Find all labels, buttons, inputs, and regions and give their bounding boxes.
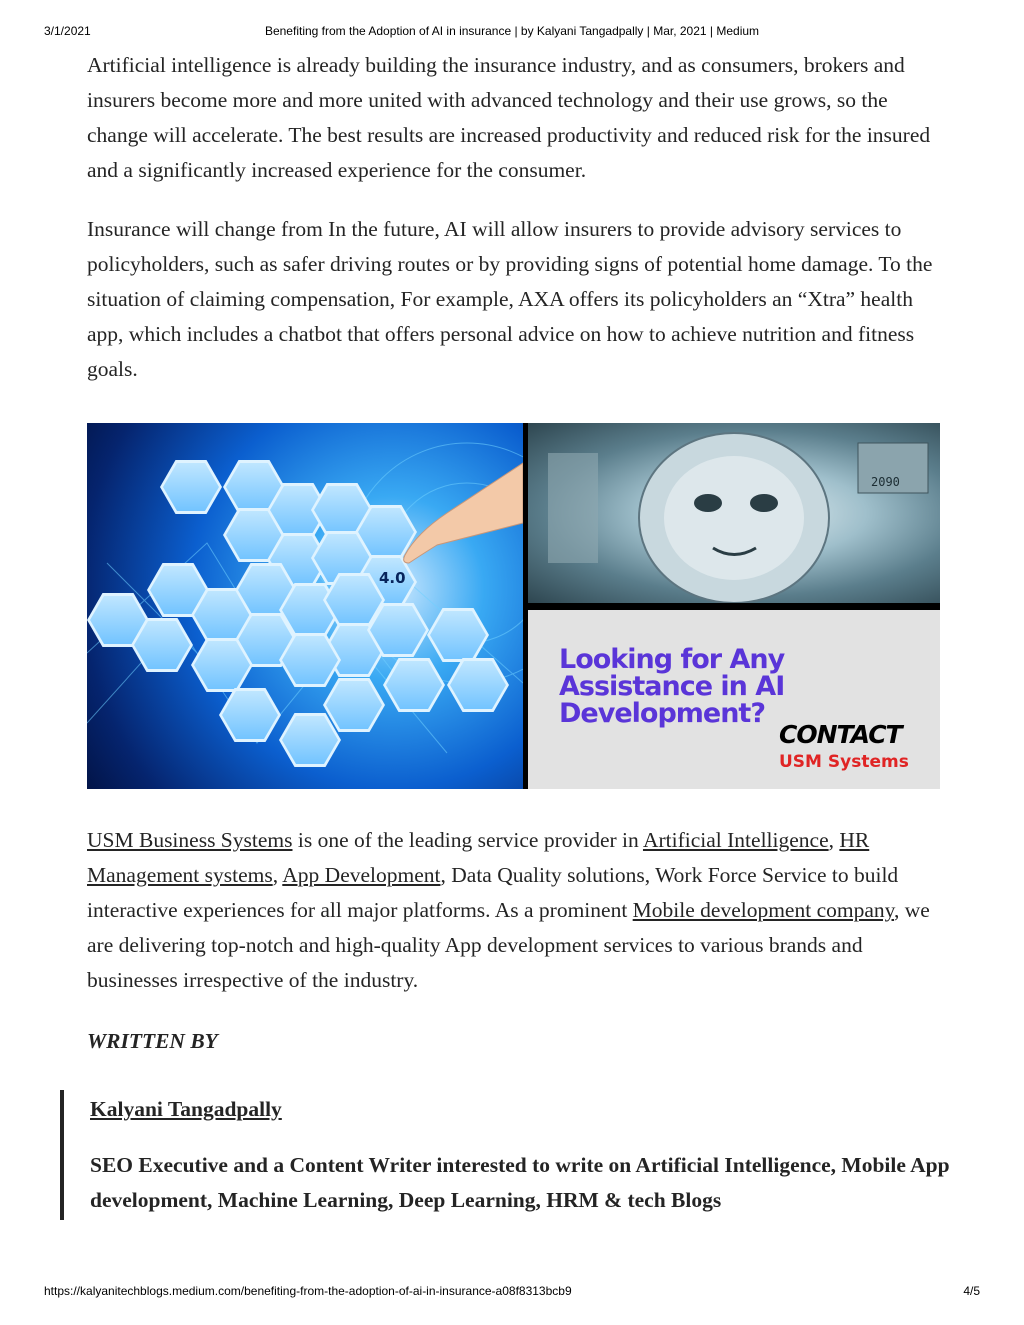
promo-banner [528, 610, 940, 789]
print-url: https://kalyanitechblogs.medium.com/benefiting-from-the-adoption-of-ai-in-insurance-a08f8313bcb9 [44, 1284, 572, 1298]
para3-text-a: is one of the leading service provider in [292, 828, 643, 852]
paragraph-ai-insurance: Artificial intelligence is already building the insurance industry, and as consumers, brokers and insurers become more and more united with advanced technology and their use grows, so the change will accelerate. The best results are increased productivity and reduced risk for the insured and a significantly increased experience for the consumer. [87, 53, 931, 182]
hex-label-4-0: 4.0 [379, 569, 406, 587]
ai-hexagon-network-image [87, 423, 523, 789]
promo-line-1: Looking for Any [559, 644, 785, 675]
para3-text-c: , we are delivering top-notch and high-quality App development services to various brands and businesses irrespective of the industry. [87, 898, 930, 992]
promo-contact: CONTACT [779, 720, 902, 749]
paragraph-usm-business [87, 823, 947, 998]
app-development-link[interactable]: App Development [282, 863, 441, 887]
promo-line-3: Development? [559, 698, 766, 729]
author-block [60, 1090, 990, 1220]
print-header [0, 24, 1024, 40]
promo-company: USM Systems [779, 752, 909, 772]
para3-text-b: , Data Quality solutions, Work Force Service to build interactive experiences for all major platforms. As a prominent [87, 863, 899, 922]
robot-face-image [528, 423, 940, 603]
hr-management-link[interactable]: HR Management systems [87, 828, 870, 887]
print-footer [0, 1284, 1024, 1300]
article-body [87, 48, 947, 1056]
usm-business-systems-link[interactable]: USM Business Systems [87, 828, 293, 852]
written-by-label: WRITTEN BY [87, 1029, 218, 1053]
panel-tag-2090: 2090 [871, 475, 900, 489]
article-image [87, 423, 940, 789]
paragraph-insurance-change: Insurance will change from In the future, AI will allow insurers to provide advisory services to policyholders, such as safer driving routes or by providing signs of potential home damage. To the situation of claiming compensation, For example, AXA offers its policyholders an “Xtra” health app, which includes a chatbot that offers personal advice on how to achieve nutrition and fitness goals. [87, 217, 933, 381]
author-name-link[interactable]: Kalyani Tangadpally [90, 1097, 282, 1121]
para3-comma-1: , [828, 828, 840, 852]
print-date: 3/1/2021 [44, 24, 91, 38]
mobile-development-link[interactable]: Mobile development company [632, 898, 894, 922]
promo-line-2: Assistance in AI [559, 671, 785, 702]
print-page-number: 4/5 [963, 1284, 980, 1298]
robot-head-graphic [528, 423, 940, 603]
hand-graphic [87, 423, 523, 789]
author-bio: SEO Executive and a Content Writer interested to write on Artificial Intelligence, Mobile App development, Machine Learning, Deep Learning, HRM & tech Blogs [90, 1153, 950, 1212]
print-title: Benefiting from the Adoption of AI in insurance | by Kalyani Tangadpally | Mar, 2021 | Medium [264, 24, 760, 38]
para3-comma-2: , [272, 863, 283, 887]
artificial-intelligence-link[interactable]: Artificial Intelligence [642, 828, 829, 852]
